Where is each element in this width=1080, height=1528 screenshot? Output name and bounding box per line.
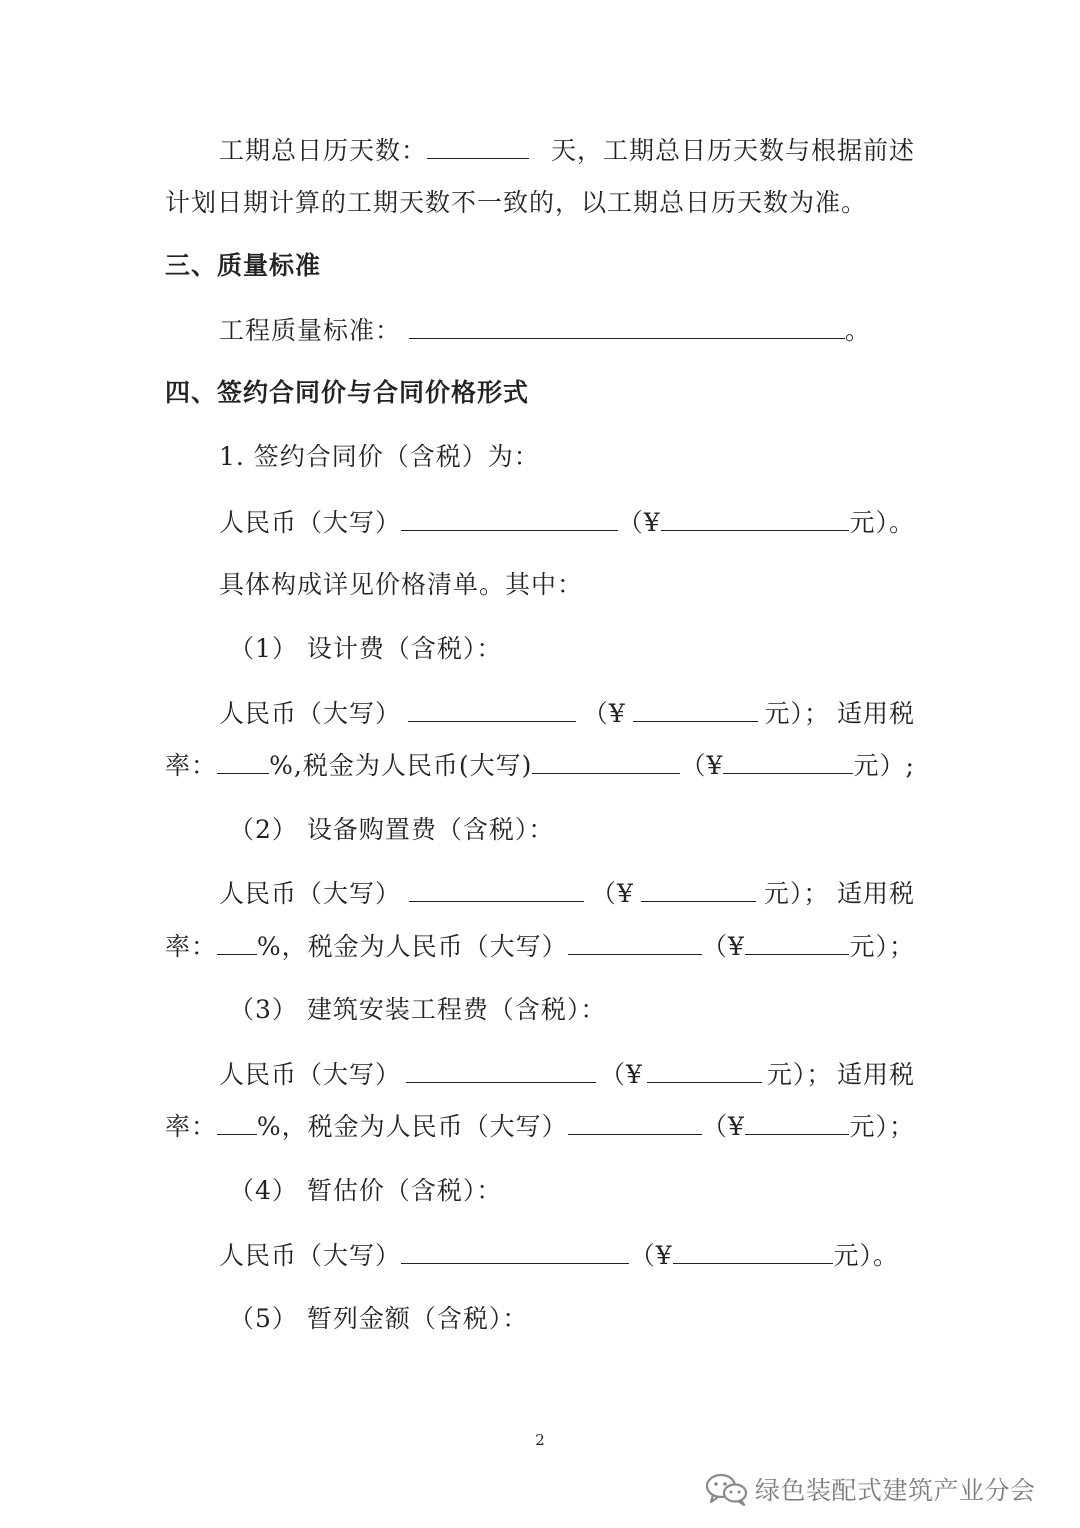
- equipment-fee-tax-line: [165, 926, 915, 966]
- yen-open: （¥: [582, 699, 626, 728]
- page-number: 2: [535, 1431, 545, 1449]
- tax-rate-suffix: 适用税: [836, 699, 915, 728]
- design-fee-tax-line: [165, 745, 915, 785]
- duration-label: 工期总日历天数：: [219, 136, 428, 165]
- construction-fee-rmb-line: [219, 1054, 915, 1094]
- section3-heading: 三、质量标准: [165, 251, 322, 280]
- section4-heading: 四、签约合同价与合同价格形式: [165, 378, 530, 407]
- yuan-close: 元）;: [853, 751, 915, 780]
- design-fee-amount-blank[interactable]: [633, 693, 758, 722]
- construction-fee-amount-blank[interactable]: [647, 1054, 762, 1083]
- watermark-text: 绿色装配式建筑产业分会: [755, 1476, 1036, 1505]
- yuan-close: 元）；: [849, 932, 915, 961]
- quality-label: 工程质量标准：: [219, 316, 402, 345]
- tax-rate-suffix: 适用税: [836, 1060, 915, 1089]
- duration-days-unit: 天，工期总日历天数与根据前述: [550, 136, 915, 165]
- watermark: [705, 1467, 1036, 1511]
- yuan-close: 元）；: [763, 879, 830, 908]
- equipment-fee-upper-blank[interactable]: [409, 873, 584, 902]
- yen-open: （¥: [680, 751, 724, 780]
- design-fee-tax-upper-blank[interactable]: [532, 745, 680, 774]
- rmb-upper-label: 人民币（大写）: [219, 879, 402, 908]
- percent-tax-label: %,税金为人民币(大写): [269, 751, 533, 780]
- contract-price-amount-blank[interactable]: [661, 502, 850, 531]
- yen-open: （¥: [702, 932, 745, 961]
- equipment-fee-amount-blank[interactable]: [641, 873, 756, 902]
- rate-prefix: 率：: [165, 751, 218, 780]
- yen-open: （¥: [591, 879, 634, 908]
- yuan-close: 元）。: [849, 508, 915, 537]
- equipment-fee-item: （2） 设备购置费（含税）：: [229, 815, 555, 844]
- contract-price-upper-blank[interactable]: [401, 502, 618, 531]
- yuan-close: 元）；: [849, 1112, 915, 1141]
- yen-open: （¥: [629, 1241, 673, 1270]
- wechat-icon: [705, 1472, 749, 1506]
- quality-standard-blank[interactable]: [409, 310, 845, 339]
- provisional-sum-item: （5） 暂列金额（含税）：: [229, 1304, 529, 1333]
- construction-fee-upper-blank[interactable]: [406, 1054, 596, 1083]
- yuan-close: 元）；: [764, 699, 831, 728]
- provisional-price-amount-blank[interactable]: [673, 1235, 833, 1264]
- construction-fee-tax-line: [165, 1106, 915, 1146]
- design-fee-rmb-line: [219, 693, 915, 733]
- breakdown-note: 具体构成详见价格清单。其中：: [219, 570, 584, 599]
- yuan-close: 元）。: [833, 1241, 899, 1270]
- equipment-fee-tax-amount-blank[interactable]: [745, 926, 850, 955]
- rate-prefix: 率：: [165, 1112, 218, 1141]
- provisional-price-upper-blank[interactable]: [401, 1235, 629, 1264]
- rate-prefix: 率：: [165, 932, 218, 961]
- construction-fee-tax-amount-blank[interactable]: [745, 1106, 850, 1135]
- contract-price-item: 1. 签约合同价（含税）为：: [219, 442, 540, 471]
- quality-period: 。: [845, 316, 872, 345]
- design-fee-rate-blank[interactable]: [217, 745, 269, 774]
- duration-days-blank[interactable]: [427, 130, 529, 159]
- yen-open: （¥: [617, 508, 661, 537]
- design-fee-item: （1） 设计费（含税）：: [229, 634, 503, 663]
- duration-continuation: 计划日期计算的工期天数不一致的，以工期总日历天数为准。: [165, 188, 868, 217]
- equipment-fee-rmb-line: [219, 873, 915, 913]
- rmb-upper-label: 人民币（大写）: [219, 508, 402, 537]
- yen-open: （¥: [702, 1112, 745, 1141]
- tax-rate-suffix: 适用税: [836, 879, 915, 908]
- provisional-price-item: （4） 暂估价（含税）：: [229, 1176, 503, 1205]
- duration-line: [219, 130, 915, 170]
- equipment-fee-tax-upper-blank[interactable]: [568, 926, 702, 955]
- rmb-upper-label: 人民币（大写）: [219, 1060, 402, 1089]
- percent-tax-label: %，税金为人民币（大写）: [256, 932, 568, 961]
- design-fee-upper-blank[interactable]: [408, 693, 576, 722]
- rmb-upper-label: 人民币（大写）: [219, 699, 402, 728]
- quality-line: [219, 310, 915, 350]
- contract-price-rmb-line: [219, 502, 915, 542]
- percent-tax-label: %，税金为人民币（大写）: [256, 1112, 568, 1141]
- construction-fee-tax-upper-blank[interactable]: [568, 1106, 702, 1135]
- construction-fee-item: （3） 建筑安装工程费（含税）：: [229, 995, 607, 1024]
- rmb-upper-label: 人民币（大写）: [219, 1241, 402, 1270]
- design-fee-tax-amount-blank[interactable]: [723, 745, 853, 774]
- construction-fee-rate-blank[interactable]: [217, 1106, 257, 1135]
- equipment-fee-rate-blank[interactable]: [217, 926, 257, 955]
- provisional-price-rmb-line: [219, 1235, 899, 1275]
- yuan-close: 元）；: [766, 1060, 833, 1089]
- yen-open: （¥: [600, 1060, 643, 1089]
